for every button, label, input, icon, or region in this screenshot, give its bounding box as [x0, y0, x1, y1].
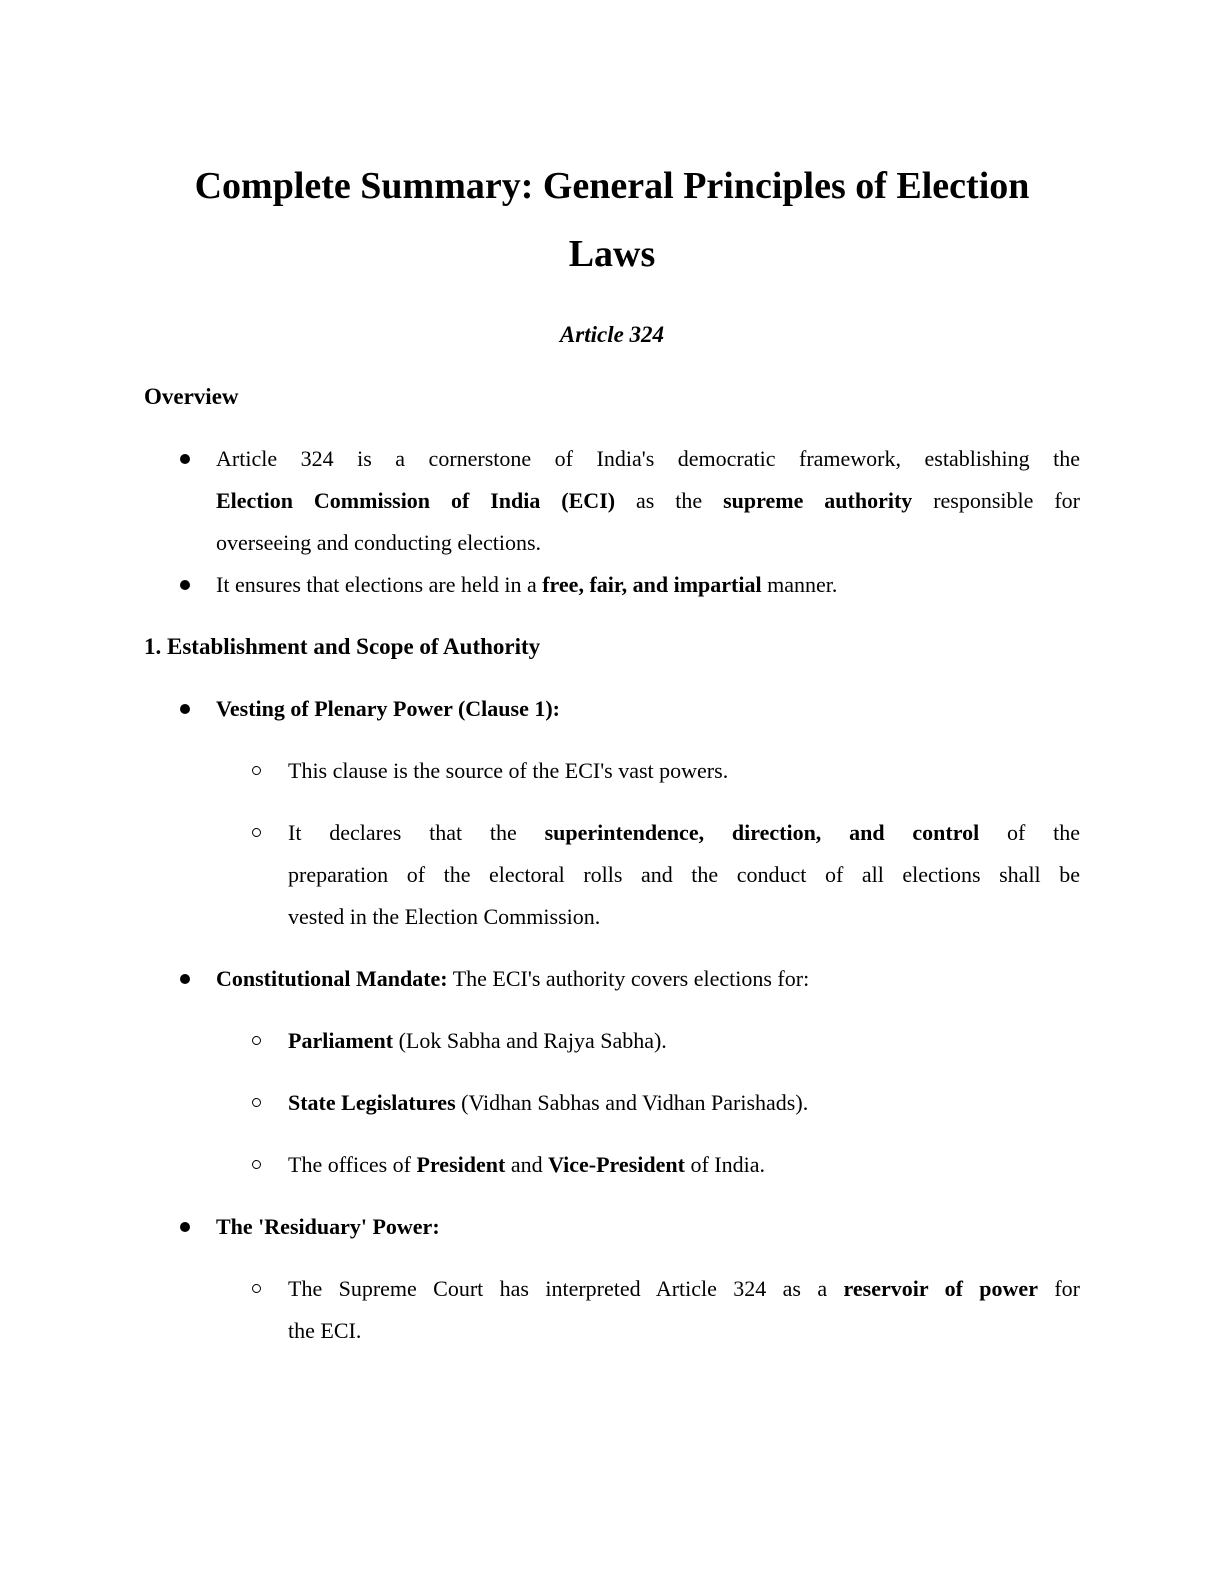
paragraph-line — [216, 522, 1080, 564]
bullet-disc-icon — [180, 704, 190, 714]
document-title-line2: Laws — [568, 233, 656, 275]
text-run: Article 324 is a cornerstone of India's democratic framework, establishing the — [216, 446, 1080, 471]
sub-bullet-item-residuary-1 — [288, 1268, 1080, 1352]
bullet-circle-icon — [252, 1160, 261, 1169]
text-run: This clause is the source of the ECI's vast powers. — [288, 758, 729, 783]
bullet-circle-icon — [252, 1284, 261, 1293]
bullet-circle-icon — [252, 828, 261, 837]
text-run: It declares that the — [288, 820, 545, 845]
paragraph-line — [216, 958, 1080, 1000]
paragraph-line — [288, 1020, 1080, 1062]
document-title-line1: Complete Summary: General Principles of Election — [194, 165, 1030, 207]
text-run-bold: Election Commission of India (ECI) — [216, 488, 616, 513]
document-subtitle: Article 324 — [559, 322, 665, 347]
text-run: The ECI's authority covers elections for: — [447, 966, 810, 991]
text-run-bold: President — [416, 1152, 506, 1177]
text-run-bold: free, fair, and impartial — [542, 572, 762, 597]
text-run: overseeing and conducting elections. — [216, 530, 542, 555]
bullet-item-vesting — [216, 688, 1080, 730]
text-run: for — [1037, 1276, 1081, 1301]
text-run-bold: Parliament — [288, 1028, 394, 1053]
text-run: the ECI. — [288, 1318, 362, 1343]
paragraph-line — [288, 1268, 1080, 1310]
paragraph-line — [216, 480, 1080, 522]
bullet-disc-icon — [180, 454, 190, 464]
text-run: responsible for — [912, 488, 1080, 513]
heading-overview: Overview — [144, 384, 239, 409]
heading-section1: 1. Establishment and Scope of Authority — [144, 634, 541, 659]
bullet-circle-icon — [252, 1098, 261, 1107]
bullet-item-overview-2 — [216, 564, 1080, 606]
text-run: The Supreme Court has interpreted Article 324 as a — [288, 1276, 844, 1301]
sub-bullet-item-vesting-2 — [288, 812, 1080, 938]
text-run: manner. — [761, 572, 838, 597]
text-run-bold: superintendence, direction, and control — [544, 820, 980, 845]
paragraph-line — [216, 438, 1080, 480]
paragraph-line — [216, 564, 1080, 606]
text-run: vested in the Election Commission. — [288, 904, 601, 929]
bullet-circle-icon — [252, 766, 261, 775]
paragraph-line — [288, 1082, 1080, 1124]
text-run: and — [505, 1152, 549, 1177]
paragraph-line — [288, 750, 1080, 792]
bullet-item-overview-1 — [216, 438, 1080, 564]
sub-bullet-item-vesting-1 — [288, 750, 1080, 792]
paragraph-line — [288, 854, 1080, 896]
paragraph-line — [288, 896, 1080, 938]
text-run-bold: Vesting of Plenary Power (Clause 1): — [216, 696, 561, 721]
paragraph-line — [288, 812, 1080, 854]
text-run-bold: State Legislatures — [288, 1090, 456, 1115]
text-run: preparation of the electoral rolls and the conduct of all elections shall be — [288, 862, 1080, 887]
text-run-bold: supreme authority — [723, 488, 913, 513]
text-run-bold: Vice-President — [548, 1152, 685, 1177]
bullet-circle-icon — [252, 1036, 261, 1045]
text-run: The offices of — [288, 1152, 417, 1177]
text-run: (Vidhan Sabhas and Vidhan Parishads). — [455, 1090, 809, 1115]
paragraph-line — [216, 688, 1080, 730]
paragraph-line — [216, 1206, 1080, 1248]
bullet-disc-icon — [180, 974, 190, 984]
bullet-item-residuary — [216, 1206, 1080, 1248]
document-title — [144, 152, 1080, 288]
text-run-bold: reservoir of power — [843, 1276, 1038, 1301]
sub-bullet-item-parliament — [288, 1020, 1080, 1062]
bullet-item-mandate — [216, 958, 1080, 1000]
text-run: of India. — [684, 1152, 765, 1177]
sub-bullet-item-offices — [288, 1144, 1080, 1186]
sub-bullet-item-state-legislatures — [288, 1082, 1080, 1124]
text-run-bold: Constitutional Mandate: — [216, 966, 448, 991]
text-run-bold: The 'Residuary' Power: — [216, 1214, 440, 1239]
text-run: It ensures that elections are held in a — [216, 572, 543, 597]
bullet-disc-icon — [180, 1222, 190, 1232]
paragraph-line — [288, 1310, 1080, 1352]
paragraph-line — [288, 1144, 1080, 1186]
text-run: (Lok Sabha and Rajya Sabha). — [393, 1028, 667, 1053]
text-run: as the — [615, 488, 724, 513]
bullet-disc-icon — [180, 580, 190, 590]
text-run: of the — [979, 820, 1080, 845]
